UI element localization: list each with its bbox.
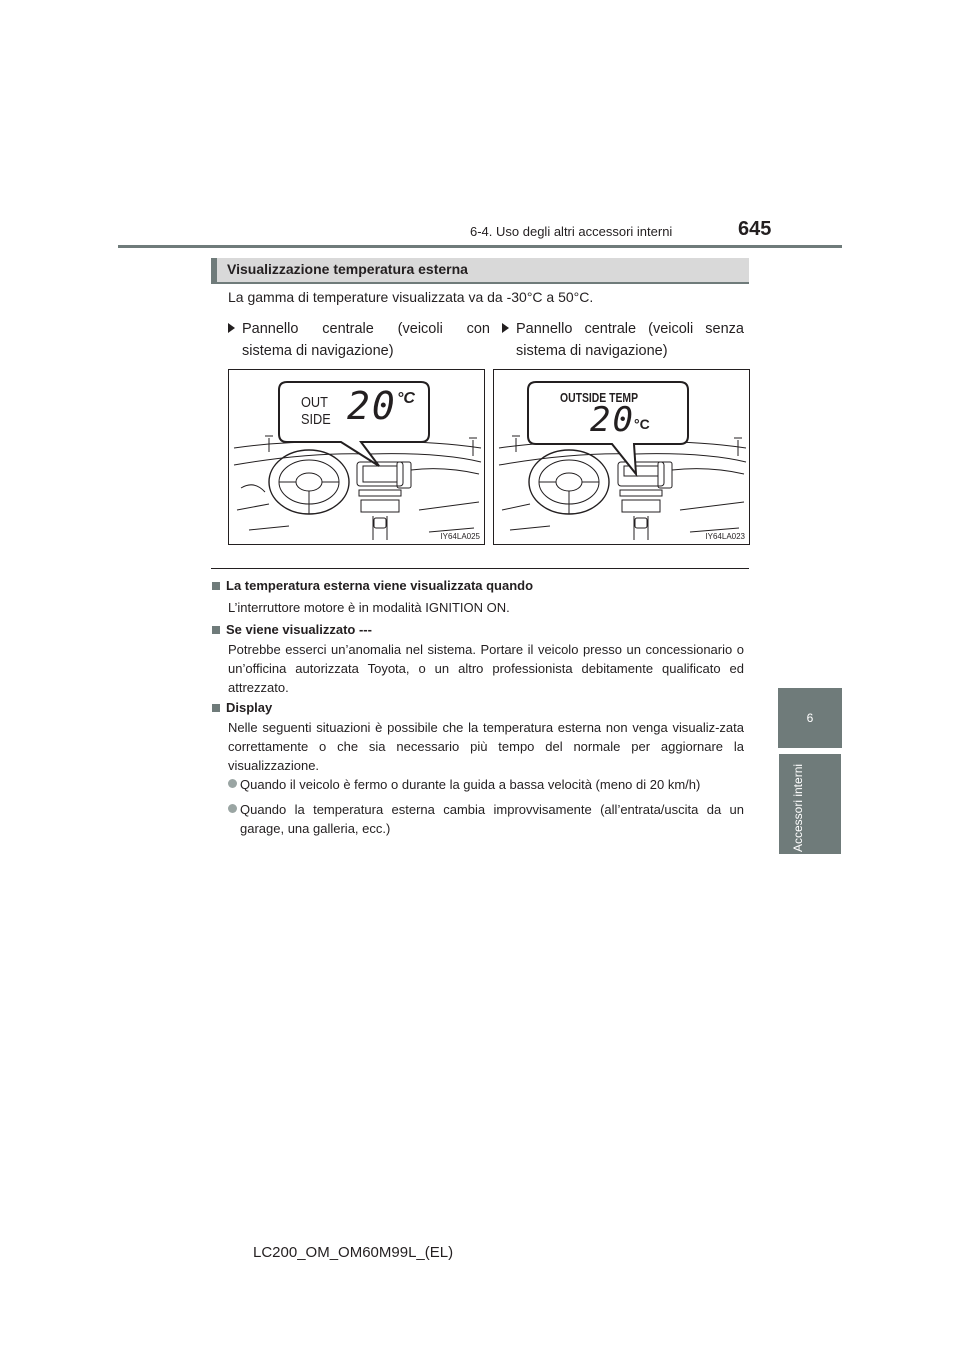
note-body: L’interruttore motore è in modalità IGNITION ON. [228, 600, 510, 615]
figure-dashboard-navigation [228, 369, 485, 545]
display-label-line: OUT [301, 394, 328, 411]
note-title [212, 700, 272, 715]
figure-code: IY64LA025 [440, 532, 480, 541]
triangle-bullet-icon [502, 323, 509, 333]
page-number: 645 [738, 218, 772, 240]
note-title [212, 622, 372, 637]
note-body: Potrebbe esserci un’anomalia nel sistema. Portare il veicolo presso un concessionario o un’officina autorizzata Toyota, o un altro professionista debitamente qualificato ed attrezzato. [228, 642, 744, 695]
round-bullet-icon [228, 779, 237, 788]
heading-marker [211, 258, 217, 284]
figure-caption-navigation [242, 318, 490, 362]
footer-document-code: LC200_OM_OM60M99L_(EL) [253, 1244, 454, 1261]
note-title-text: La temperatura esterna viene visualizzata quando [226, 578, 534, 593]
display-label: OUTSIDE TEMP [560, 390, 639, 405]
note-title-text: Display [226, 700, 273, 715]
section-heading-text: Visualizzazione temperatura esterna [227, 261, 468, 277]
caption-line: sistema di navigazione) [516, 343, 668, 359]
caption-line: sistema di navigazione) [242, 343, 394, 359]
section-heading [211, 258, 749, 284]
display-temperature-value: 20 [347, 384, 397, 428]
list-item [240, 775, 744, 794]
list-item [240, 800, 744, 838]
caption-line: Pannello centrale (veicoli con [242, 321, 490, 337]
chapter-tab-number [778, 688, 842, 748]
list-item-text: Quando la temperatura esterna cambia improvvisamente (all’entrata/uscita da un garage, una galleria, ecc.) [240, 802, 744, 836]
note-title [212, 578, 533, 593]
round-bullet-icon [228, 804, 237, 813]
section-divider [211, 568, 749, 569]
section-intro: La gamma di temperature visualizzata va da -30°C a 50°C. [228, 289, 594, 305]
figure-caption-no-navigation [516, 318, 744, 362]
square-bullet-icon [212, 704, 220, 712]
chapter-number: 6 [806, 711, 814, 725]
header-section-title: 6-4. Uso degli altri accessori interni [470, 224, 673, 239]
display-label-line: SIDE [301, 411, 331, 428]
figure-code: IY64LA023 [705, 532, 745, 541]
list-item-text: Quando il veicolo è fermo o durante la guida a bassa velocità (meno di 20 km/h) [240, 777, 701, 792]
figure-dashboard-no-navigation [493, 369, 750, 545]
header-rule [118, 245, 842, 248]
square-bullet-icon [212, 626, 220, 634]
display-label [301, 394, 331, 428]
caption-line: Pannello centrale (veicoli senza [516, 321, 744, 337]
note-body: Nelle seguenti situazioni è possibile che la temperatura esterna non venga visualiz-zata correttamente o che sia necessario più tempo del normale per aggiornare la visualizzazione. [228, 720, 744, 773]
note-title-text: Se viene visualizzato --- [226, 622, 372, 637]
square-bullet-icon [212, 582, 220, 590]
display-temperature-unit: °C [397, 390, 415, 407]
display-temperature-value: 20 [590, 400, 635, 440]
chapter-label: Accessori interni [791, 763, 805, 852]
display-temperature-unit: °C [634, 416, 650, 432]
chapter-tab-label [779, 754, 841, 854]
triangle-bullet-icon [228, 323, 235, 333]
